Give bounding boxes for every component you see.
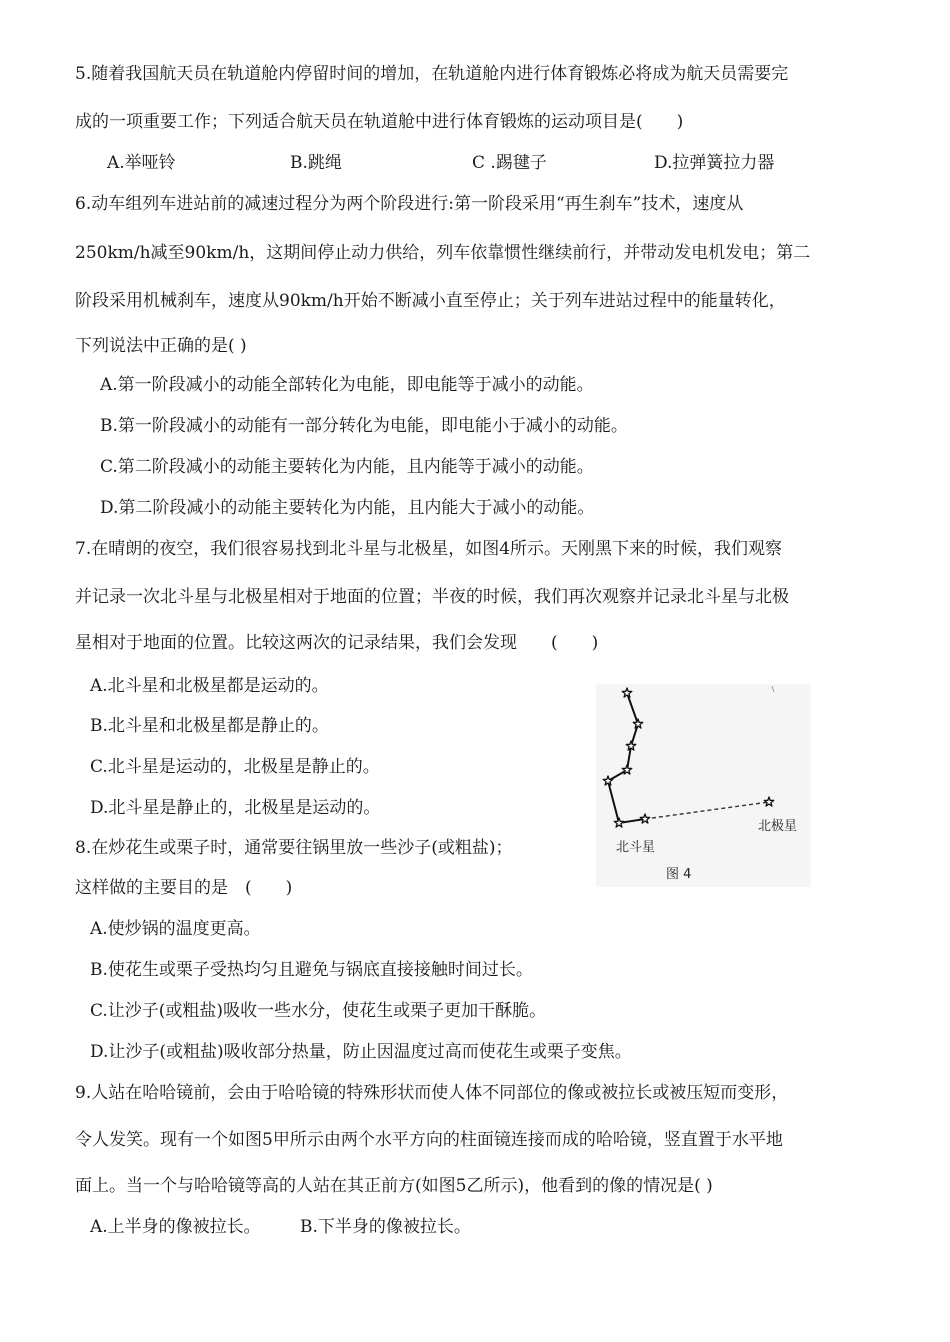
q8-option-d: D.让沙子(或粗盐)吸收部分热量，防止因温度过高而使花生或栗子变焦。 [90, 1042, 632, 1062]
q8-option-b: B.使花生或栗子受热均匀且避免与锅底直接接触时间过长。 [90, 960, 533, 980]
q7-option-c: C.北斗星是运动的，北极星是静止的。 [90, 757, 380, 777]
q9-stem-line2: 令人发笑。现有一个如图5甲所示由两个水平方向的柱面镜连接而成的哈哈镜，竖直置于水平地 [75, 1130, 783, 1150]
star-icon [622, 688, 632, 697]
star-icon [640, 814, 650, 823]
q9-stem-line3: 面上。当一个与哈哈镜等高的人站在其正前方(如图5乙所示)，他看到的像的情况是( ) [75, 1176, 713, 1196]
star-icon [603, 776, 613, 785]
star-icon [614, 818, 624, 827]
q6-option-d: D.第二阶段减小的动能主要转化为内能，且内能大于减小的动能。 [100, 498, 595, 518]
q5-option-c: C .踢毽子 [472, 153, 547, 173]
q7-stem-line3: 星相对于地面的位置。比较这两次的记录结果，我们会发现 ( ) [75, 633, 599, 653]
q6-option-b: B.第一阶段减小的动能有一部分转化为电能，即电能小于减小的动能。 [100, 416, 628, 436]
figure-4-caption: 图 4 [666, 867, 692, 882]
label-polaris: 北极星 [758, 819, 798, 834]
q7-option-a: A.北斗星和北极星都是运动的。 [90, 676, 329, 696]
q6-stem-line1: 6.动车组列车进站前的减速过程分为两个阶段进行:第一阶段采用“再生刹车”技术，速度从 [75, 194, 744, 214]
q6-option-c: C.第二阶段减小的动能主要转化为内能，且内能等于减小的动能。 [100, 457, 594, 477]
star-icon [626, 741, 636, 750]
q6-stem-line2: 250km/h减至90km/h，这期间停止动力供给，列车依靠惯性继续前行，并带动发电机发电；第二 [75, 243, 811, 263]
q8-stem-line1: 8.在炒花生或栗子时，通常要往锅里放一些沙子(或粗盐)； [75, 838, 513, 858]
q8-stem-line2: 这样做的主要目的是 ( ) [75, 878, 293, 898]
figure-4-big-dipper [596, 684, 811, 887]
q5-stem-line2: 成的一项重要工作；下列适合航天员在轨道舱中进行体育锻炼的运动项目是( ) [75, 112, 684, 132]
q7-option-d: D.北斗星是静止的，北极星是运动的。 [90, 798, 381, 818]
q5-option-b: B.跳绳 [290, 153, 342, 173]
q6-stem-line3: 阶段采用机械刹车，速度从90km/h开始不断减小直至停止；关于列车进站过程中的能量转化， [75, 291, 786, 311]
q7-option-b: B.北斗星和北极星都是静止的。 [90, 716, 329, 736]
q9-option-b: B.下半身的像被拉长。 [300, 1217, 471, 1237]
q5-option-d: D.拉弹簧拉力器 [654, 153, 775, 173]
q6-option-a: A.第一阶段减小的动能全部转化为电能，即电能等于减小的动能。 [100, 375, 594, 395]
q7-stem-line2: 并记录一次北斗星与北极星相对于地面的位置；半夜的时候，我们再次观察并记录北斗星与北极 [75, 587, 789, 607]
label-big-dipper: 北斗星 [616, 840, 656, 855]
q9-stem-line1: 9.人站在哈哈镜前，会由于哈哈镜的特殊形状而使人体不同部位的像或被拉长或被压短而变形， [75, 1083, 789, 1103]
q8-option-c: C.让沙子(或粗盐)吸收一些水分，使花生或栗子更加干酥脆。 [90, 1001, 547, 1021]
q5-option-a: A.举哑铃 [107, 153, 176, 173]
q8-option-a: A.使炒锅的温度更高。 [90, 919, 261, 939]
q5-stem-line1: 5.随着我国航天员在轨道舱内停留时间的增加，在轨道舱内进行体育锻炼必将成为航天员需要完 [75, 64, 789, 84]
q6-stem-line4: 下列说法中正确的是( ) [75, 336, 247, 356]
q9-option-a: A.上半身的像被拉长。 [90, 1217, 261, 1237]
star-icon [633, 719, 643, 728]
q7-stem-line1: 7.在晴朗的夜空，我们很容易找到北斗星与北极星，如图4所示。天刚黑下来的时候，我们观察 [75, 539, 783, 559]
polaris-star-icon [764, 797, 774, 806]
